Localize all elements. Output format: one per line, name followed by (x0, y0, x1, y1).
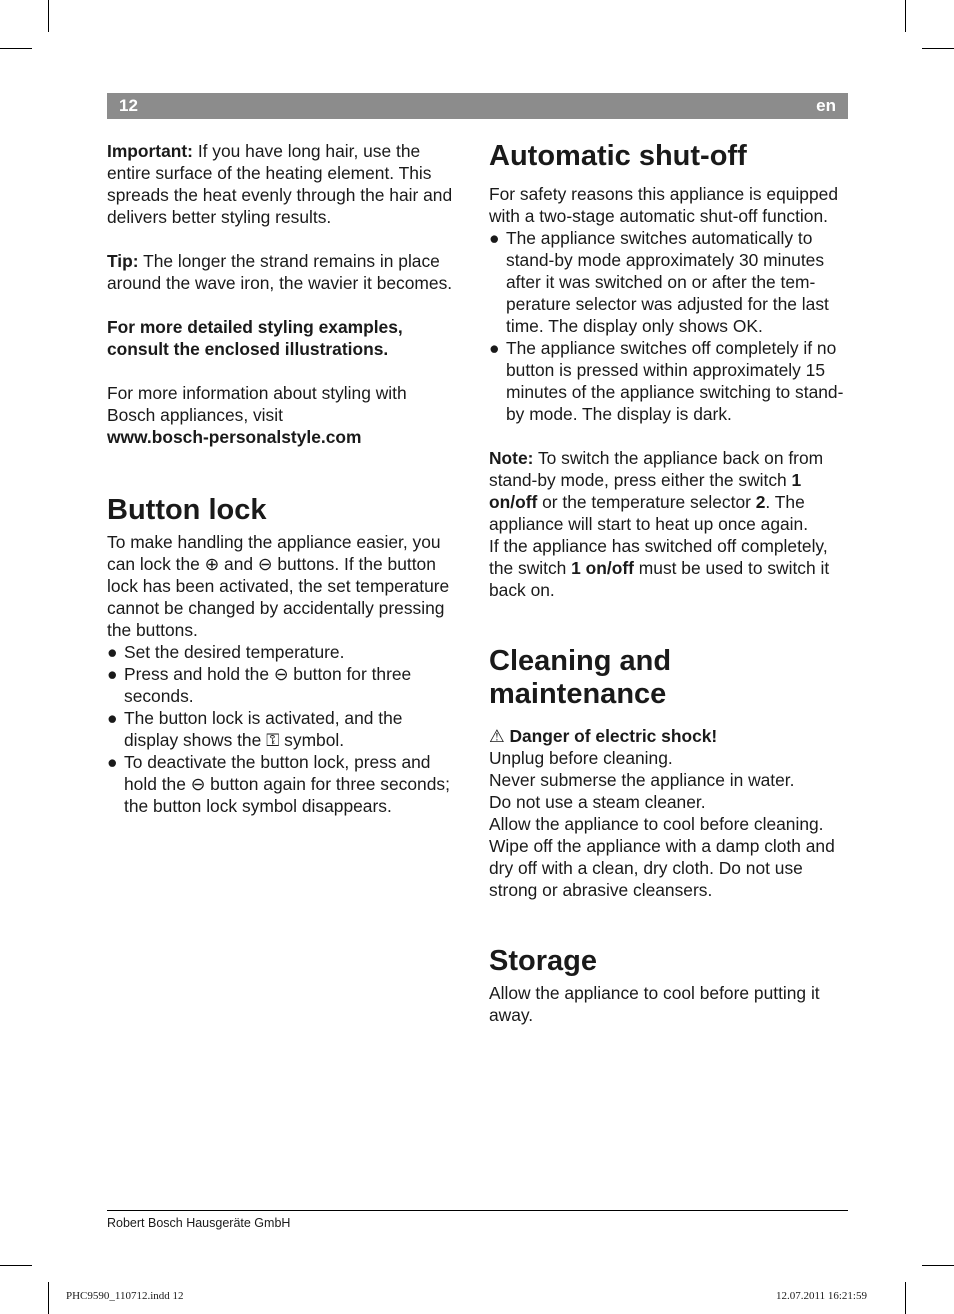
danger-warning: ⚠ Danger of electric shock! (489, 726, 718, 746)
cleaning-line: Never submerse the appliance in water. (489, 770, 795, 790)
list-item: ● Set the desired temperature. (107, 642, 345, 662)
crop-mark (905, 0, 906, 32)
print-slug-date: 12.07.2011 16:21:59 (776, 1290, 867, 1302)
automatic-shutoff-heading: Automatic shut-off (489, 140, 747, 172)
cleaning-line: Wipe off the appliance with a damp cloth and dry off with a clean, dry cloth. Do not use strong or abrasive cleansers. (489, 836, 835, 900)
note-paragraph-2: If the appliance has switched off completely, the switch 1 on/off must be used to switch it back on. (489, 536, 830, 600)
list-item: ● Press and hold the ⊖ button for three seconds. (107, 664, 412, 706)
key-lock-icon: ⚿ (266, 730, 280, 750)
important-paragraph (107, 140, 455, 228)
page-number: 12 (119, 96, 138, 115)
crop-mark (922, 1265, 954, 1266)
left-column (107, 140, 455, 817)
page-header-bar (107, 93, 848, 119)
crop-mark (905, 1282, 906, 1314)
button-lock-intro: To make handling the appliance easier, you can lock the ⊕ and ⊖ buttons. If the button lock has been activated, the set temperature cannot be changed by accidentally pressing the buttons. (107, 532, 450, 640)
minus-button-icon: ⊖ (257, 554, 273, 574)
minus-button-icon: ⊖ (190, 774, 206, 794)
bullet-icon: ● (107, 664, 118, 684)
crop-mark (48, 1282, 49, 1314)
storage-text: Allow the appliance to cool before putting it away. (489, 983, 820, 1025)
warning-icon: ⚠ (489, 726, 505, 746)
tip-label: Tip: (107, 251, 139, 271)
bullet-icon: ● (107, 642, 118, 662)
important-label: Important: (107, 141, 193, 161)
footer-divider (107, 1210, 848, 1211)
crop-mark (0, 1265, 32, 1266)
note-paragraph: Note: To switch the appliance back on from stand-by mode, press either the switch 1 on/off or the temperature selector 2. The appliance will start to heat up once again. (489, 448, 824, 534)
cleaning-line: Allow the appliance to cool before cleaning. (489, 814, 824, 834)
crop-mark (48, 0, 49, 32)
plus-button-icon: ⊕ (204, 554, 220, 574)
crop-mark (0, 48, 32, 49)
cleaning-heading: Cleaning and maintenance (489, 645, 672, 710)
tip-text: The longer the strand remains in place around the wave iron, the wavier it becomes. (107, 251, 453, 293)
shutoff-intro: For safety reasons this appliance is equipped with a two-stage automatic shut-off function. (489, 184, 838, 226)
crop-mark (922, 48, 954, 49)
print-slug-file: PHC9590_110712.indd 12 (66, 1290, 184, 1302)
important-text: If you have long hair, use the entire surface of the heating element. This spreads the heat evenly through the hair and delivers better styling results. (107, 141, 453, 227)
bullet-icon: ● (107, 752, 118, 772)
bullet-icon: ● (489, 338, 500, 358)
button-lock-heading: Button lock (107, 494, 267, 526)
footer-company: Robert Bosch Hausgeräte GmbH (107, 1216, 291, 1230)
storage-heading: Storage (489, 945, 597, 977)
bullet-icon: ● (107, 708, 118, 728)
styling-examples-note: For more detailed styling examples, consult the enclosed illustrations. (107, 317, 403, 359)
tip-paragraph (107, 250, 455, 294)
language-code: en (816, 96, 836, 115)
list-item: ● To deactivate the button lock, press and hold the ⊖ button again for three seconds; the button lock symbol disappears. (107, 752, 450, 816)
right-column (489, 140, 851, 1026)
bullet-icon: ● (489, 228, 500, 248)
list-item: ● The appliance switches automatically to stand-by mode approximately 30 minutes after it was switched on or after the tem-perature selector was adjusted for the last time. The display only shows OK. (489, 228, 829, 336)
cleaning-line: Do not use a steam cleaner. (489, 792, 706, 812)
more-info-text: For more information about styling with Bosch appliances, visit (107, 383, 407, 425)
cleaning-line: Unplug before cleaning. (489, 748, 673, 768)
website-link[interactable]: www.bosch-personalstyle.com (107, 427, 362, 447)
list-item: ● The appliance switches off completely if no button is pressed within approximately 15 minutes of the appliance switching to stand-by mode. The display is dark. (489, 338, 844, 424)
minus-button-icon: ⊖ (273, 664, 289, 684)
button-lock-steps (107, 641, 455, 817)
list-item: ● The button lock is activated, and the display shows the ⚿ symbol. (107, 708, 403, 750)
shutoff-list (489, 227, 851, 425)
